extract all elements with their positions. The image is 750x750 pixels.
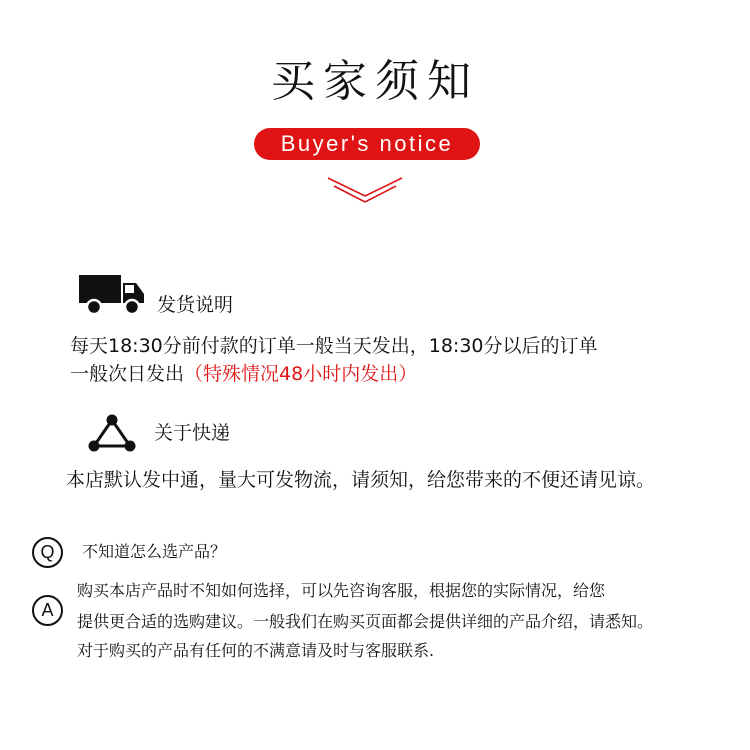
courier-title: 关于快递	[154, 422, 231, 444]
answer-icon: A	[32, 595, 63, 626]
shipping-line-2-text: 一般次日发出	[70, 363, 185, 385]
subtitle-badge: Buyer's notice	[254, 128, 480, 160]
page-title: 买家须知	[271, 56, 479, 107]
faq-answer-line-3: 对于购买的产品有任何的不满意请及时与客服联系.	[77, 641, 435, 660]
courier-text-before: 本店默认发	[66, 469, 162, 491]
express-company: 中通	[161, 469, 200, 491]
share-network-icon	[88, 414, 136, 452]
faq-question: 不知道怎么选产品？	[82, 542, 227, 561]
faq-answer-line-2: 提供更合适的选购建议。一般我们在购买页面都会提供详细的产品介绍，请悉知。	[77, 612, 654, 631]
faq-answer-line-1: 购买本店产品时不知如何选择，可以先咨询客服，根据您的实际情况，给您	[77, 581, 606, 600]
truck-icon	[78, 274, 146, 316]
question-icon: Q	[32, 537, 63, 568]
courier-text-after: ，量大可发物流，请须知，给您带来的不便还请见谅。	[199, 469, 656, 491]
shipping-line-1: 每天18:30分前付款的订单一般当天发出，18:30分以后的订单	[70, 335, 598, 357]
courier-text	[66, 465, 655, 495]
shipping-highlight: （特殊情况48小时内发出）	[184, 363, 418, 385]
shipping-line-2	[70, 359, 417, 389]
shipping-title: 发货说明	[157, 294, 234, 316]
double-chevron-down-icon	[326, 176, 404, 206]
